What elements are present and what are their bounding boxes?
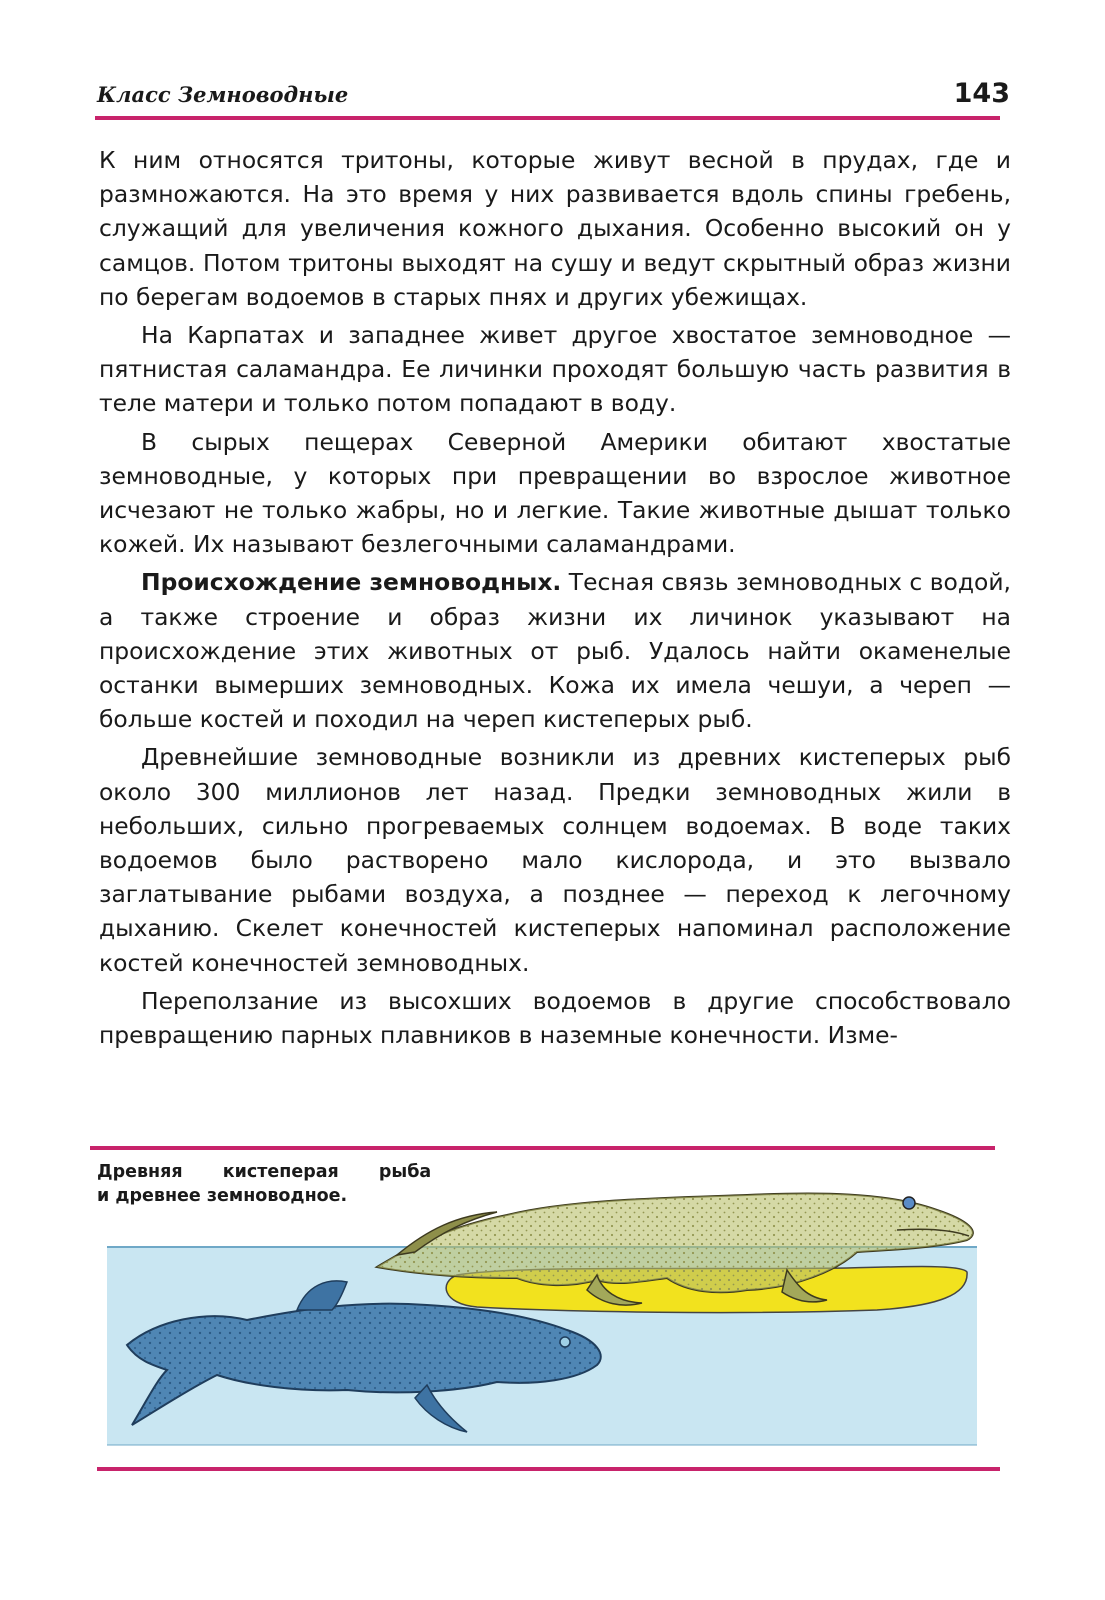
paragraph-origin-text: Тесная связь земноводных с водой, а также строение и образ жизни их личинок указывают на происхождение этих животных от рыб. Удалось найти окаменелые останки вымерших земноводных. Кожа их имела чешуи, а череп — больше костей и походил на череп кистеперых рыб.: [99, 568, 1011, 734]
caption-line-2: и древнее земноводное.: [97, 1186, 348, 1206]
paragraph-newts: К ним относятся тритоны, которые живут весной в прудах, где и размножаются. На это время у них развивается вдоль спины гребень, служащий для увеличения кожного дыхания. Особенно высокий он у самцов. Потом тритоны выходят на сушу и ведут скрытный образ жизни по берегам водоемов в старых пнях и других убежищах.: [99, 146, 1011, 311]
body-text: [99, 143, 1011, 1056]
amphibian-eye: [903, 1197, 915, 1209]
paragraph-origin: [99, 565, 1011, 736]
figure-bottom-rule: [97, 1467, 1000, 1471]
caption-line-1: Древняя кистеперая рыба: [97, 1162, 432, 1182]
header-rule: [95, 116, 1000, 120]
running-title: Класс Земноводные: [97, 82, 349, 107]
figure-top-rule: [90, 1146, 995, 1150]
fish-and-amphibian-illustration: [97, 1170, 987, 1450]
paragraph-ancient: Древнейшие земноводные возникли из древних кистеперых рыб около 300 миллионов лет назад. Предки земноводных жили в небольших, сильно прогреваемых солнцем водоемах. В воде таких водоемов было растворено мало кислорода, и это вызвало заглатывание рыбами воздуха, а позднее — переход к легочному дыханию. Скелет конечностей кистеперых напоминал расположение костей конечностей земноводных.: [99, 743, 1011, 977]
paragraph-salamander: На Карпатах и западнее живет другое хвостатое земноводное — пятнистая саламандра. Ее личинки проходят большую часть развития в теле матери и только потом попадают в воду.: [99, 321, 1011, 418]
fish-eye: [560, 1337, 570, 1347]
page-number: 143: [953, 78, 1010, 109]
paragraph-lungless: В сырых пещерах Северной Америки обитают хвостатые земноводные, у которых при превращении во взрослое животное исчезают не только жабры, но и легкие. Такие животные дышат только кожей. Их называют безлегочными саламандрами.: [99, 427, 1011, 559]
paragraph-crawling: Переползание из высохших водоемов в другие способствовало превращению парных плавников в наземные конечности. Изме-: [99, 986, 1011, 1050]
section-heading-origin: Происхождение земноводных.: [141, 568, 562, 597]
page-header: [97, 78, 1010, 118]
